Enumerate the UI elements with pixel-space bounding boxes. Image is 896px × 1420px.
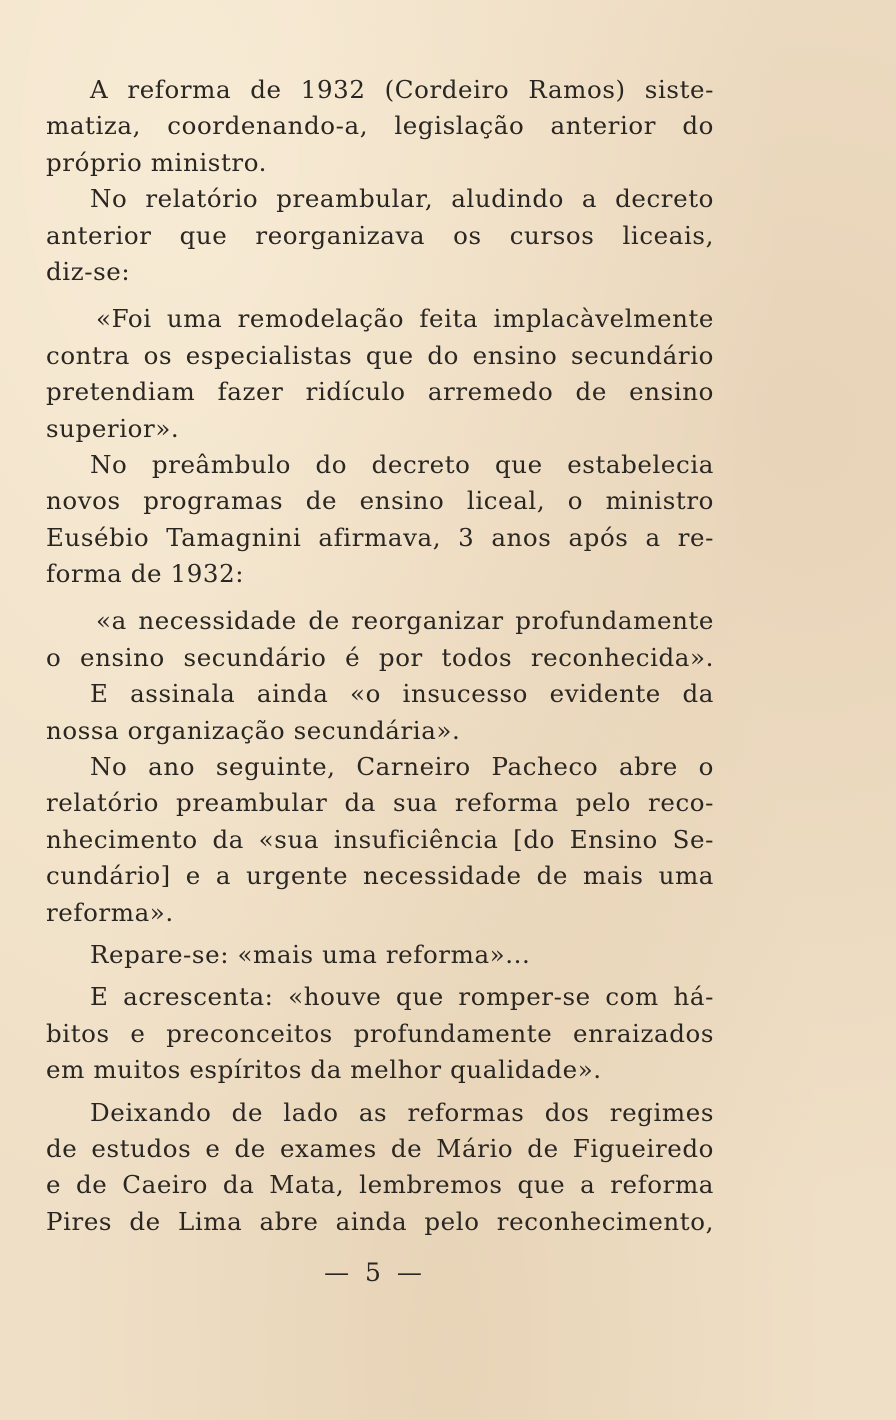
quote-line: pretendiam fazer ridículo arremedo de ensino xyxy=(46,377,714,407)
text-line: forma de 1932: xyxy=(46,559,245,589)
quote-line: «Foi uma remodelação feita implacàvelmente xyxy=(96,304,714,334)
text-line: bitos e preconceitos profundamente enraizados xyxy=(46,1018,714,1048)
text-line: E assinala ainda «o insucesso evidente da xyxy=(90,679,714,709)
text-line: novos programas de ensino liceal, o ministro xyxy=(46,486,714,516)
text-line: nhecimento da «sua insuficiência [do Ensino Se- xyxy=(46,824,714,854)
text-line: e de Caeiro da Mata, lembremos que a reforma xyxy=(46,1170,714,1200)
text-line: reforma». xyxy=(46,897,174,927)
quote-line: contra os especialistas que do ensino secundário xyxy=(46,340,714,370)
page-body-text xyxy=(46,72,714,1240)
page-number: — 5 — xyxy=(324,1258,426,1287)
text-line: Pires de Lima abre ainda pelo reconhecimento, xyxy=(46,1206,714,1236)
text-line: relatório preambular da sua reforma pelo reco- xyxy=(46,788,714,818)
paragraph-gap xyxy=(46,592,714,603)
text-line: de estudos e de exames de Mário de Figueiredo xyxy=(46,1133,714,1163)
quote-line: superior». xyxy=(46,413,180,443)
paragraph-gap xyxy=(46,290,714,301)
quote-line: «a necessidade de reorganizar profundamente xyxy=(96,606,714,636)
text-line: No relatório preambular, aludindo a decreto xyxy=(90,184,714,214)
text-line: próprio ministro. xyxy=(46,147,268,177)
text-line: nossa organização secundária». xyxy=(46,715,461,745)
text-line: No ano seguinte, Carneiro Pacheco abre o xyxy=(90,752,714,782)
text-line: Repare-se: «mais uma reforma»... xyxy=(90,939,531,969)
text-line: E acrescenta: «houve que romper-se com há- xyxy=(90,982,714,1012)
text-line: Eusébio Tamagnini afirmava, 3 anos após a re- xyxy=(46,522,714,552)
text-line: diz-se: xyxy=(46,256,131,286)
text-line: No preâmbulo do decreto que estabelecia xyxy=(90,449,714,479)
text-line: em muitos espíritos da melhor qualidade». xyxy=(46,1055,602,1085)
text-line: anterior que reorganizava os cursos liceais, xyxy=(46,220,714,250)
text-line: Deixando de lado as reformas dos regimes xyxy=(90,1097,714,1127)
text-line: matiza, coordenando-a, legislação anterior do xyxy=(46,111,714,141)
text-line: A reforma de 1932 (Cordeiro Ramos) siste- xyxy=(90,75,714,104)
quote-line: o ensino secundário é por todos reconhecida». xyxy=(46,642,714,672)
text-line: cundário] e a urgente necessidade de mais uma xyxy=(46,861,714,891)
